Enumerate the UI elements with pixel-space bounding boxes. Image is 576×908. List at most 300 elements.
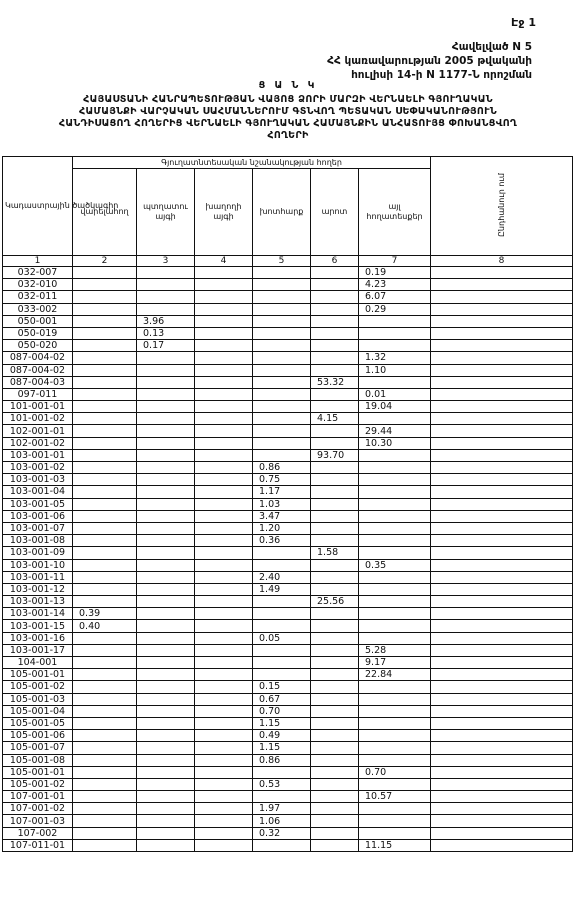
area-value-cell	[137, 766, 195, 778]
area-value-cell	[137, 742, 195, 754]
cadastral-code-cell: 103-001-01	[3, 449, 73, 461]
area-value-cell	[195, 839, 253, 851]
cadastral-code-cell: 103-001-05	[3, 498, 73, 510]
area-value-cell: 6.07	[359, 291, 431, 303]
area-value-cell	[137, 535, 195, 547]
area-value-cell	[73, 632, 137, 644]
area-value-cell	[73, 376, 137, 388]
area-value-cell: 10.57	[359, 791, 431, 803]
area-value-cell	[359, 754, 431, 766]
area-value-cell: 0.49	[253, 730, 311, 742]
area-value-cell	[311, 352, 359, 364]
table-row	[3, 730, 573, 742]
area-value-cell	[431, 644, 573, 656]
table-row	[3, 559, 573, 571]
area-value-cell	[195, 717, 253, 729]
header-extra-label: Ընդհանուր ում	[496, 172, 506, 237]
table-row	[3, 376, 573, 388]
area-value-cell	[311, 279, 359, 291]
column-number: 6	[311, 256, 359, 267]
area-value-cell	[73, 815, 137, 827]
area-value-cell	[73, 315, 137, 327]
cadastral-code-cell: 103-001-03	[3, 474, 73, 486]
area-value-cell	[195, 474, 253, 486]
cadastral-code-cell: 105-001-02	[3, 681, 73, 693]
table-row	[3, 657, 573, 669]
area-value-cell: 1.03	[253, 498, 311, 510]
table-row	[3, 364, 573, 376]
cadastral-code-cell: 087-004-02	[3, 364, 73, 376]
area-value-cell	[311, 766, 359, 778]
area-value-cell: 0.53	[253, 778, 311, 790]
area-value-cell	[253, 303, 311, 315]
area-value-cell: 0.17	[137, 340, 195, 352]
header-pasture: արոտ	[311, 169, 359, 256]
area-value-cell	[137, 803, 195, 815]
area-value-cell	[431, 327, 573, 339]
area-value-cell	[359, 413, 431, 425]
area-value-cell	[311, 327, 359, 339]
area-value-cell	[311, 510, 359, 522]
table-row	[3, 705, 573, 717]
area-value-cell	[311, 827, 359, 839]
area-value-cell	[431, 279, 573, 291]
area-value-cell	[73, 401, 137, 413]
area-value-cell	[195, 791, 253, 803]
area-value-cell: 5.28	[359, 644, 431, 656]
area-value-cell	[73, 730, 137, 742]
area-value-cell	[253, 791, 311, 803]
table-row	[3, 596, 573, 608]
area-value-cell	[137, 571, 195, 583]
area-value-cell	[195, 425, 253, 437]
area-value-cell	[73, 657, 137, 669]
area-value-cell	[431, 535, 573, 547]
cadastral-code-cell: 103-001-15	[3, 620, 73, 632]
cadastral-code-cell: 101-001-01	[3, 401, 73, 413]
table-row	[3, 583, 573, 595]
area-value-cell	[195, 413, 253, 425]
area-value-cell	[311, 315, 359, 327]
area-value-cell	[311, 535, 359, 547]
area-value-cell	[359, 462, 431, 474]
area-value-cell	[431, 401, 573, 413]
area-value-cell	[253, 401, 311, 413]
area-value-cell	[73, 486, 137, 498]
area-value-cell: 19.04	[359, 401, 431, 413]
table-row	[3, 401, 573, 413]
area-value-cell: 1.97	[253, 803, 311, 815]
area-value-cell	[431, 778, 573, 790]
annex-number: Հավելված N 5	[451, 41, 532, 53]
area-value-cell	[73, 791, 137, 803]
area-value-cell	[195, 388, 253, 400]
area-value-cell	[253, 315, 311, 327]
area-value-cell	[311, 486, 359, 498]
area-value-cell	[195, 303, 253, 315]
area-value-cell	[431, 632, 573, 644]
table-row	[3, 474, 573, 486]
area-value-cell	[73, 340, 137, 352]
area-value-cell	[195, 730, 253, 742]
area-value-cell	[431, 583, 573, 595]
area-value-cell	[137, 352, 195, 364]
table-row	[3, 510, 573, 522]
area-value-cell	[311, 462, 359, 474]
area-value-cell: 0.39	[73, 608, 137, 620]
cadastral-code-cell: 105-001-01	[3, 669, 73, 681]
cadastral-code-cell: 105-001-04	[3, 705, 73, 717]
area-value-cell	[73, 449, 137, 461]
table-row	[3, 315, 573, 327]
header-agricultural-group: Գյուղատնտեսական նշանակության հողեր	[73, 157, 431, 169]
area-value-cell	[195, 620, 253, 632]
annex-decree-date: հուլիսի 14-ի N 1177-Ն որոշման	[351, 69, 532, 81]
cadastral-code-cell: 050-001	[3, 315, 73, 327]
area-value-cell: 2.40	[253, 571, 311, 583]
area-value-cell	[431, 730, 573, 742]
table-row	[3, 279, 573, 291]
area-value-cell	[359, 474, 431, 486]
table-row	[3, 535, 573, 547]
area-value-cell	[253, 608, 311, 620]
cadastral-code-cell: 103-001-07	[3, 522, 73, 534]
area-value-cell: 10.30	[359, 437, 431, 449]
area-value-cell	[137, 510, 195, 522]
area-value-cell: 0.32	[253, 827, 311, 839]
column-number: 5	[253, 256, 311, 267]
header-hayfield: խոտհարք	[253, 169, 311, 256]
area-value-cell: 53.32	[311, 376, 359, 388]
table-row	[3, 388, 573, 400]
table-row	[3, 754, 573, 766]
area-value-cell	[73, 522, 137, 534]
area-value-cell	[431, 486, 573, 498]
area-value-cell	[195, 364, 253, 376]
cadastral-code-cell: 103-001-17	[3, 644, 73, 656]
area-value-cell	[431, 303, 573, 315]
area-value-cell	[137, 815, 195, 827]
area-value-cell	[73, 498, 137, 510]
area-value-cell	[311, 291, 359, 303]
column-number: 8	[431, 256, 573, 267]
area-value-cell	[73, 559, 137, 571]
area-value-cell	[431, 717, 573, 729]
area-value-cell	[73, 547, 137, 559]
area-value-cell: 0.70	[359, 766, 431, 778]
area-value-cell	[311, 620, 359, 632]
area-value-cell	[73, 474, 137, 486]
area-value-cell	[195, 486, 253, 498]
area-value-cell	[137, 620, 195, 632]
area-value-cell	[73, 571, 137, 583]
area-value-cell	[359, 522, 431, 534]
column-number: 2	[73, 256, 137, 267]
area-value-cell	[137, 474, 195, 486]
area-value-cell: 0.67	[253, 693, 311, 705]
area-value-cell	[311, 559, 359, 571]
area-value-cell	[359, 340, 431, 352]
area-value-cell	[253, 364, 311, 376]
area-value-cell: 0.75	[253, 474, 311, 486]
area-value-cell	[431, 620, 573, 632]
table-row	[3, 717, 573, 729]
area-value-cell	[73, 510, 137, 522]
area-value-cell	[253, 547, 311, 559]
cadastral-code-cell: 105-001-05	[3, 717, 73, 729]
area-value-cell: 0.86	[253, 462, 311, 474]
cadastral-code-cell: 105-001-06	[3, 730, 73, 742]
cadastral-code-cell: 097-011	[3, 388, 73, 400]
area-value-cell: 0.19	[359, 267, 431, 279]
area-value-cell	[431, 364, 573, 376]
area-value-cell	[137, 583, 195, 595]
area-value-cell	[195, 340, 253, 352]
area-value-cell	[359, 681, 431, 693]
area-value-cell	[137, 657, 195, 669]
area-value-cell	[137, 376, 195, 388]
area-value-cell	[359, 693, 431, 705]
area-value-cell	[359, 717, 431, 729]
cadastral-code-cell: 105-001-01	[3, 766, 73, 778]
area-value-cell	[195, 742, 253, 754]
table-row	[3, 425, 573, 437]
table-row	[3, 462, 573, 474]
area-value-cell	[311, 730, 359, 742]
table-row	[3, 608, 573, 620]
area-value-cell	[195, 766, 253, 778]
area-value-cell: 22.84	[359, 669, 431, 681]
area-value-cell	[431, 766, 573, 778]
header-cadastral-code: Կադաստրային ծածկագիր	[3, 157, 73, 256]
cadastral-code-cell: 104-001	[3, 657, 73, 669]
area-value-cell	[359, 327, 431, 339]
cadastral-code-cell: 103-001-13	[3, 596, 73, 608]
area-value-cell	[73, 535, 137, 547]
area-value-cell	[311, 705, 359, 717]
area-value-cell	[137, 778, 195, 790]
cadastral-code-cell: 032-010	[3, 279, 73, 291]
area-value-cell	[137, 730, 195, 742]
table-body	[3, 267, 573, 852]
table-row	[3, 498, 573, 510]
area-value-cell	[137, 693, 195, 705]
area-value-cell	[253, 425, 311, 437]
area-value-cell	[311, 693, 359, 705]
area-value-cell	[359, 449, 431, 461]
area-value-cell	[253, 657, 311, 669]
area-value-cell	[195, 547, 253, 559]
table-row	[3, 815, 573, 827]
document-title	[0, 80, 576, 142]
cadastral-code-cell: 105-001-07	[3, 742, 73, 754]
cadastral-code-cell: 102-001-02	[3, 437, 73, 449]
area-value-cell	[431, 462, 573, 474]
area-value-cell	[431, 815, 573, 827]
area-value-cell	[195, 352, 253, 364]
area-value-cell	[137, 401, 195, 413]
table-row	[3, 547, 573, 559]
table-row	[3, 693, 573, 705]
area-value-cell	[73, 766, 137, 778]
area-value-cell	[311, 632, 359, 644]
area-value-cell	[195, 522, 253, 534]
area-value-cell	[195, 705, 253, 717]
area-value-cell	[73, 583, 137, 595]
area-value-cell: 0.70	[253, 705, 311, 717]
area-value-cell	[311, 498, 359, 510]
area-value-cell	[195, 291, 253, 303]
area-value-cell	[431, 791, 573, 803]
table-row	[3, 340, 573, 352]
area-value-cell	[311, 657, 359, 669]
cadastral-code-cell: 103-001-16	[3, 632, 73, 644]
area-value-cell	[73, 279, 137, 291]
area-value-cell	[359, 827, 431, 839]
area-value-cell	[431, 340, 573, 352]
area-value-cell: 4.23	[359, 279, 431, 291]
cadastral-code-cell: 103-001-09	[3, 547, 73, 559]
header-vineyard: խաղողի այգի	[195, 169, 253, 256]
title-line-1: ՀԱՅԱՍՏԱՆԻ ՀԱՆՐԱՊԵՏՈՒԹՅԱՆ ՎԱՅՈՑ ՁՈՐԻ ՄԱՐԶԻ ՎԵՐՆԱԵԼԻ ԳՅՈՒՂԱԿԱՆ	[83, 94, 493, 105]
area-value-cell	[137, 388, 195, 400]
header-arable: վարելահող	[73, 169, 137, 256]
area-value-cell	[73, 803, 137, 815]
area-value-cell	[359, 583, 431, 595]
title-list-word: Ց Ա Ն Կ	[258, 80, 318, 91]
area-value-cell	[311, 815, 359, 827]
area-value-cell	[359, 730, 431, 742]
area-value-cell	[73, 425, 137, 437]
table-row	[3, 413, 573, 425]
area-value-cell	[431, 827, 573, 839]
area-value-cell	[73, 352, 137, 364]
title-line-4: ՀՈՂԵՐԻ	[267, 130, 309, 141]
area-value-cell	[73, 693, 137, 705]
cadastral-code-cell: 101-001-02	[3, 413, 73, 425]
area-value-cell	[311, 364, 359, 376]
area-value-cell	[195, 327, 253, 339]
area-value-cell	[73, 827, 137, 839]
area-value-cell	[73, 291, 137, 303]
area-value-cell	[431, 352, 573, 364]
area-value-cell	[431, 376, 573, 388]
area-value-cell	[359, 803, 431, 815]
area-value-cell	[73, 705, 137, 717]
area-value-cell	[311, 742, 359, 754]
area-value-cell	[195, 279, 253, 291]
area-value-cell	[253, 620, 311, 632]
area-value-cell	[431, 705, 573, 717]
area-value-cell	[431, 608, 573, 620]
area-value-cell	[137, 522, 195, 534]
cadastral-code-cell: 103-001-02	[3, 462, 73, 474]
cadastral-code-cell: 050-019	[3, 327, 73, 339]
area-value-cell	[253, 291, 311, 303]
area-value-cell	[253, 766, 311, 778]
table-row	[3, 620, 573, 632]
annex-header	[232, 40, 532, 82]
area-value-cell	[195, 815, 253, 827]
area-value-cell	[137, 413, 195, 425]
area-value-cell	[359, 376, 431, 388]
area-value-cell	[311, 717, 359, 729]
area-value-cell	[137, 486, 195, 498]
area-value-cell	[137, 425, 195, 437]
area-value-cell: 1.10	[359, 364, 431, 376]
table-row	[3, 827, 573, 839]
area-value-cell: 1.49	[253, 583, 311, 595]
area-value-cell	[359, 632, 431, 644]
area-value-cell	[73, 462, 137, 474]
area-value-cell	[195, 669, 253, 681]
annex-decree-line: ՀՀ կառավարության 2005 թվականի	[327, 55, 532, 67]
table-row	[3, 303, 573, 315]
area-value-cell: 3.47	[253, 510, 311, 522]
area-value-cell	[359, 547, 431, 559]
area-value-cell	[359, 315, 431, 327]
area-value-cell	[253, 267, 311, 279]
area-value-cell: 0.40	[73, 620, 137, 632]
column-number: 7	[359, 256, 431, 267]
area-value-cell	[195, 657, 253, 669]
table-row	[3, 267, 573, 279]
area-value-cell: 1.17	[253, 486, 311, 498]
cadastral-code-cell: 107-001-01	[3, 791, 73, 803]
cadastral-code-cell: 103-001-14	[3, 608, 73, 620]
area-value-cell	[431, 559, 573, 571]
area-value-cell	[359, 498, 431, 510]
area-value-cell	[137, 669, 195, 681]
area-value-cell	[137, 596, 195, 608]
cadastral-code-cell: 107-011-01	[3, 839, 73, 851]
cadastral-code-cell: 107-001-02	[3, 803, 73, 815]
area-value-cell: 1.15	[253, 717, 311, 729]
area-value-cell	[195, 315, 253, 327]
area-value-cell	[311, 669, 359, 681]
cadastral-code-cell: 103-001-04	[3, 486, 73, 498]
area-value-cell	[431, 498, 573, 510]
area-value-cell	[137, 839, 195, 851]
area-value-cell	[253, 449, 311, 461]
area-value-cell	[253, 279, 311, 291]
area-value-cell	[253, 644, 311, 656]
area-value-cell	[195, 462, 253, 474]
area-value-cell	[73, 839, 137, 851]
table-row	[3, 681, 573, 693]
area-value-cell	[431, 681, 573, 693]
area-value-cell	[311, 267, 359, 279]
area-value-cell	[137, 644, 195, 656]
cadastral-code-cell: 050-020	[3, 340, 73, 352]
area-value-cell	[311, 303, 359, 315]
area-value-cell	[359, 596, 431, 608]
table-row	[3, 669, 573, 681]
area-value-cell	[359, 778, 431, 790]
area-value-cell	[431, 657, 573, 669]
table-row	[3, 571, 573, 583]
area-value-cell	[137, 449, 195, 461]
area-value-cell	[137, 437, 195, 449]
area-value-cell	[311, 388, 359, 400]
area-value-cell	[195, 376, 253, 388]
cadastral-code-cell: 032-011	[3, 291, 73, 303]
area-value-cell	[195, 827, 253, 839]
area-value-cell	[431, 693, 573, 705]
cadastral-code-cell: 107-002	[3, 827, 73, 839]
area-value-cell	[359, 742, 431, 754]
area-value-cell	[359, 608, 431, 620]
